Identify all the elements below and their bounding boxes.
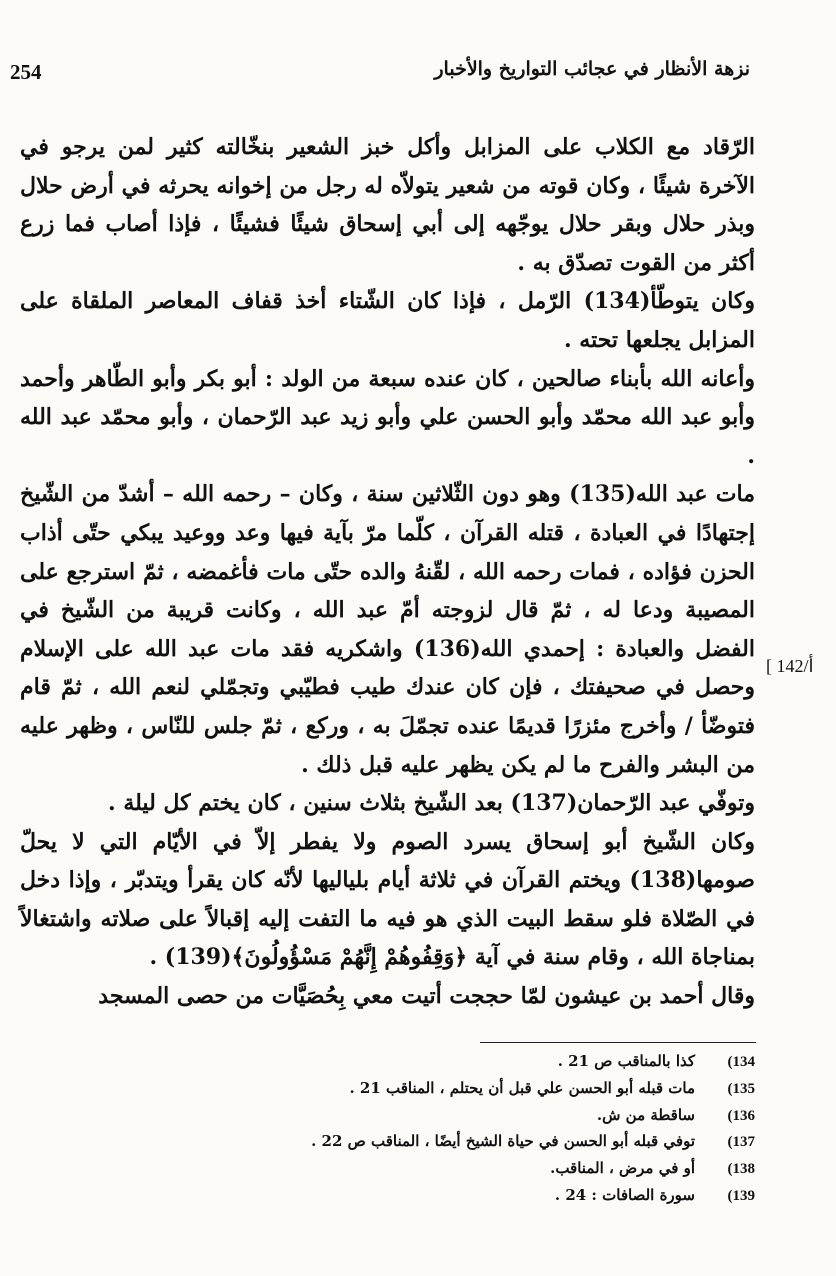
footnote-text: ساقطة من ش. xyxy=(596,1105,695,1124)
footnote-text: مات قبله أبو الحسن علي قبل أن يحتلم ، المناقب 21 . xyxy=(349,1078,695,1097)
footnote-text: توفي قبله أبو الحسن في حياة الشيخ أيضًا ، المناقب ص 22 . xyxy=(311,1132,695,1151)
footnote-number: (137 xyxy=(727,1134,755,1151)
footnote-separator xyxy=(480,1042,756,1043)
page-number: 254 xyxy=(10,60,42,84)
paragraph-4: مات عبد الله(135) وهو دون الثّلاثين سنة ، وكان – رحمه الله – أشدّ من الشّيخ إجتهادًا في العبادة ، قتله القرآن ، كلّما مرّ بآية فيها وعد ووعيد يبكي حتّى أذاب الحزن فؤاده ، فمات رحمه الله ، لقّنهُ والده حتّى مات فأغمضه ، ثمّ استرجع على المصيبة ودعا له ، ثمّ قال لزوجته أمّ عبد الله ، وكانت قريبة من الشّيخ في الفضل والعبادة : إحمدي الله(136) واشكريه فقد مات عبد الله على الإسلام وحصل في صحيفتك ، فإن كان عندك طيب فطيّبي وتجمّلي لنعم الله ، ثمّ قام فتوضّأ / وأخرج مئزرًا قديمًا عنده تجمّلَ به ، وركع ، ثمّ جلس للنّاس ، وظهر عليه من البشر والفرح ما لم يكن يظهر عليه قبل ذلك . xyxy=(20,481,755,778)
footnote-item xyxy=(80,1182,755,1209)
footnote-item xyxy=(80,1155,755,1182)
paragraph-2: وكان يتوطّأ(134) الرّمل ، فإذا كان الشّتاء أخذ قفاف المعاصر الملقاة على المزابل يجلعها تحته . xyxy=(20,288,755,353)
footnote-text: سورة الصافات : 24 . xyxy=(554,1185,695,1204)
footnote-text: أو في مرض ، المناقب. xyxy=(550,1159,695,1178)
footnote-number: (138 xyxy=(727,1161,755,1178)
footnote-item xyxy=(80,1048,755,1075)
footnote-number: (134 xyxy=(727,1054,755,1070)
paragraph-5: وتوفّي عبد الرّحمان(137) بعد الشّيخ بثلاث سنين ، كان يختم كل ليلة . xyxy=(108,790,755,817)
footnote-item xyxy=(80,1128,755,1155)
footnote-item xyxy=(80,1102,755,1129)
footnotes xyxy=(80,1048,755,1209)
paragraph-3: وأعانه الله بأبناء صالحين ، كان عنده سبعة من الولد : أبو بكر وأبو الطّاهر وأحمد وأبو عبد الله محمّد وأبو الحسن علي وأبو زيد عبد الرّحمان ، وأبو محمّد عبد الله . xyxy=(20,365,755,469)
paragraph-6: وكان الشّيخ أبو إسحاق يسرد الصوم ولا يفطر إلاّ في الأيّام التي لا يحلّ صومها(138) ويختم القرآن في ثلاثة أيام بلياليها لأنّه كان يقرأ ويتدبّر ، وإذا دخل في الصّلاة فلو سقط البيت الذي هو فيه ما التفت إليه إقبالاً على صلاته واشتغالاً بمناجاة الله ، وقام سنة في آية ﴿وَقِفُوهُمْ إِنَّهُمْ مَسْؤُولُونَ﴾(139) . xyxy=(20,828,755,971)
main-text xyxy=(20,128,755,1016)
footnote-text: كذا بالمناقب ص 21 . xyxy=(557,1052,695,1070)
footnote-number: (135 xyxy=(727,1080,755,1097)
page-header xyxy=(10,58,750,98)
footnote-item xyxy=(80,1075,755,1102)
footnote-number: (139 xyxy=(727,1187,755,1204)
paragraph-7: وقال أحمد بن عيشون لمّا حججت أتيت معي بِحُصَيَّات من حصى المسجد xyxy=(98,983,755,1010)
manuscript-folio-marker: [ أ/142 xyxy=(766,656,814,676)
running-title: نزهة الأنظار في عجائب التواريخ والأخبار xyxy=(434,58,750,80)
paragraph-1: الرّقاد مع الكلاب على المزابل وأكل خبز الشعير بنخّالته كثير لمن يرجو في الآخرة شيئًا ، وكان قوته من شعير يتولاّه له رجل من إخوانه يحرثه في أرض حلال وبذر حلال وبقر حلال يوجّهه إلى أبي إسحاق شيئًا فشيئًا ، فإذا أصاب فما زرع أكثر من القوت تصدّق به . xyxy=(20,134,755,276)
footnote-number: (136 xyxy=(727,1107,755,1124)
